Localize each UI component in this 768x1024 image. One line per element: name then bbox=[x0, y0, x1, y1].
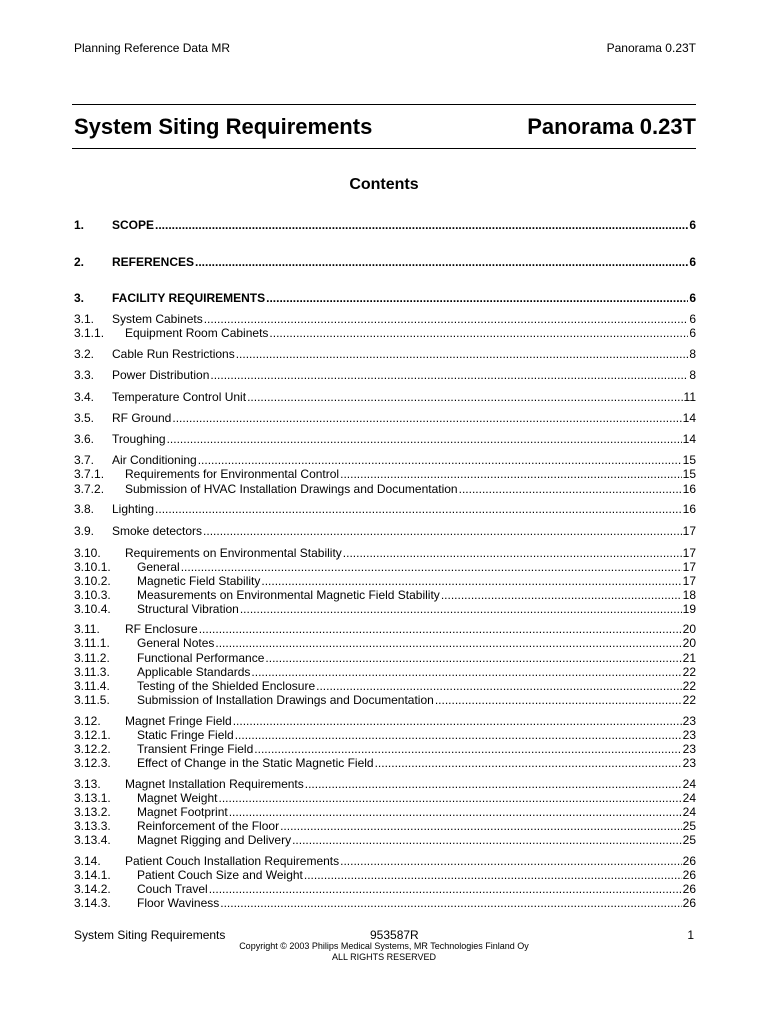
toc-entry-number: 3.13.2. bbox=[74, 805, 111, 819]
toc-entry-number: 3.12. bbox=[74, 714, 101, 728]
toc-entry[interactable] bbox=[74, 679, 696, 693]
toc-entry-title: FACILITY REQUIREMENTS bbox=[112, 291, 266, 305]
toc-entry-number: 3.10. bbox=[74, 546, 101, 560]
toc-entry-title: Submission of Installation Drawings and Documentation bbox=[137, 693, 434, 707]
page-footer bbox=[74, 928, 696, 942]
toc-entry-leader bbox=[459, 482, 682, 496]
toc-entry-page: 21 bbox=[682, 651, 696, 665]
toc-entry-number: 3.1.1. bbox=[74, 326, 105, 340]
toc-entry-leader bbox=[233, 714, 682, 728]
toc-entry-page: 14 bbox=[682, 411, 696, 425]
toc-entry-leader bbox=[155, 502, 682, 516]
toc-entry[interactable] bbox=[74, 833, 696, 847]
toc-entry-leader bbox=[441, 588, 682, 602]
toc-entry[interactable] bbox=[74, 218, 696, 232]
toc-entry[interactable] bbox=[74, 312, 696, 326]
toc-entry-page: 22 bbox=[682, 693, 696, 707]
toc-entry-number: 3.5. bbox=[74, 411, 95, 425]
toc-entry[interactable] bbox=[74, 636, 696, 650]
toc-entry-title: Submission of HVAC Installation Drawings and Documentation bbox=[125, 482, 458, 496]
toc-entry-page: 16 bbox=[682, 482, 696, 496]
toc-entry-number: 3.11.1. bbox=[74, 636, 110, 650]
toc-entry-leader bbox=[209, 882, 682, 896]
toc-entry-page: 22 bbox=[682, 679, 696, 693]
toc-entry[interactable] bbox=[74, 622, 696, 636]
toc-entry-page: 23 bbox=[682, 714, 696, 728]
toc-entry-leader bbox=[203, 524, 682, 538]
toc-entry-number: 3.4. bbox=[74, 390, 95, 404]
toc-entry-leader bbox=[261, 574, 681, 588]
toc-entry-leader bbox=[198, 453, 682, 467]
toc-entry-page: 17 bbox=[682, 546, 696, 560]
toc-entry-page: 19 bbox=[682, 602, 696, 616]
toc-entry-page: 25 bbox=[682, 833, 696, 847]
footer-document-number: 953587R bbox=[370, 928, 419, 942]
toc-entry-title: General Notes bbox=[137, 636, 215, 650]
toc-entry-number: 3.13.3. bbox=[74, 819, 111, 833]
toc-entry[interactable] bbox=[74, 453, 696, 467]
document-title bbox=[74, 113, 696, 141]
toc-entry-leader bbox=[247, 390, 682, 404]
title-left: System Siting Requirements bbox=[74, 114, 373, 139]
toc-entry[interactable] bbox=[74, 368, 696, 382]
toc-entry-leader bbox=[304, 868, 682, 882]
toc-entry-leader bbox=[172, 411, 681, 425]
toc-entry-leader bbox=[435, 693, 682, 707]
toc-entry-number: 3.10.3. bbox=[74, 588, 111, 602]
toc-entry-page: 6 bbox=[689, 291, 696, 305]
toc-entry[interactable] bbox=[74, 546, 696, 560]
toc-entry-title: Lighting bbox=[112, 502, 155, 516]
toc-entry-leader bbox=[305, 777, 682, 791]
header-right: Panorama 0.23T bbox=[606, 41, 696, 55]
toc-entry-number: 3. bbox=[74, 291, 85, 305]
toc-entry-leader bbox=[229, 805, 682, 819]
toc-entry[interactable] bbox=[74, 482, 696, 496]
toc-entry-title: General bbox=[137, 560, 180, 574]
toc-entry-number: 3.7.1. bbox=[74, 467, 105, 481]
toc-entry-number: 3.3. bbox=[74, 368, 95, 382]
toc-entry[interactable] bbox=[74, 560, 696, 574]
rights-text: ALL RIGHTS RESERVED bbox=[331, 952, 437, 962]
toc-entry-page: 20 bbox=[682, 636, 696, 650]
toc-entry-leader bbox=[215, 636, 681, 650]
toc-entry-number: 3.7.2. bbox=[74, 482, 105, 496]
toc-entry-page: 26 bbox=[682, 882, 696, 896]
toc-entry-number: 1. bbox=[74, 218, 85, 232]
toc-entry-number: 3.11.5. bbox=[74, 693, 110, 707]
footer-page-number: 1 bbox=[687, 928, 694, 942]
toc-entry-number: 3.14.2. bbox=[74, 882, 111, 896]
toc-entry[interactable] bbox=[74, 524, 696, 538]
toc-entry-title: Structural Vibration bbox=[137, 602, 239, 616]
toc-entry-number: 3.12.2. bbox=[74, 742, 111, 756]
toc-entry-number: 3.10.2. bbox=[74, 574, 111, 588]
toc-entry-number: 3.2. bbox=[74, 347, 95, 361]
toc-entry-title: Power Distribution bbox=[112, 368, 210, 382]
toc-entry-title: Magnet Footprint bbox=[137, 805, 228, 819]
toc-entry-leader bbox=[254, 742, 681, 756]
toc-entry[interactable] bbox=[74, 602, 696, 616]
toc-entry-title: Testing of the Shielded Enclosure bbox=[137, 679, 316, 693]
toc-entry-number: 3.11.2. bbox=[74, 651, 110, 665]
toc-entry-number: 3.7. bbox=[74, 453, 95, 467]
toc-entry-number: 3.11.3. bbox=[74, 665, 110, 679]
toc-entry-title: Functional Performance bbox=[137, 651, 265, 665]
toc-entry-leader bbox=[251, 665, 681, 679]
toc-entry-title: Patient Couch Size and Weight bbox=[137, 868, 303, 882]
toc-entry[interactable] bbox=[74, 467, 696, 481]
copyright-text: Copyright © 2003 Philips Medical Systems, MR Technologies Finland Oy bbox=[239, 941, 529, 951]
toc-entry[interactable] bbox=[74, 651, 696, 665]
toc-entry-page: 17 bbox=[682, 524, 696, 538]
toc-entry-leader bbox=[195, 255, 688, 269]
toc-entry-title: Static Fringe Field bbox=[137, 728, 234, 742]
toc-entry[interactable] bbox=[74, 291, 696, 305]
toc-entry-page: 25 bbox=[682, 819, 696, 833]
toc-entry-page: 23 bbox=[682, 756, 696, 770]
toc-entry[interactable] bbox=[74, 714, 696, 728]
toc-entry-leader bbox=[343, 546, 682, 560]
toc-entry-page: 8 bbox=[689, 368, 696, 382]
toc-entry-page: 26 bbox=[682, 868, 696, 882]
footer-left: System Siting Requirements bbox=[74, 928, 226, 942]
toc-entry-title: Requirements on Environmental Stability bbox=[125, 546, 342, 560]
toc-entry-leader bbox=[266, 291, 688, 305]
toc-entry-leader bbox=[204, 312, 689, 326]
toc-entry-title: Magnet Rigging and Delivery bbox=[137, 833, 292, 847]
toc-entry-number: 3.13.1. bbox=[74, 791, 111, 805]
toc-entry-title: Patient Couch Installation Requirements bbox=[125, 854, 340, 868]
toc-entry-page: 24 bbox=[682, 777, 696, 791]
toc-entry-page: 20 bbox=[682, 622, 696, 636]
title-bottom-rule bbox=[72, 148, 696, 149]
toc-entry[interactable] bbox=[74, 588, 696, 602]
toc-entry-title: Magnet Installation Requirements bbox=[125, 777, 304, 791]
toc-entry-title: Reinforcement of the Floor bbox=[137, 819, 280, 833]
toc-entry-title: RF Ground bbox=[112, 411, 172, 425]
toc-entry-leader bbox=[292, 833, 682, 847]
toc-entry-leader bbox=[236, 347, 689, 361]
title-right: Panorama 0.23T bbox=[527, 114, 696, 139]
toc-entry-title: Smoke detectors bbox=[112, 524, 203, 538]
toc-entry-title: Magnetic Field Stability bbox=[137, 574, 261, 588]
toc-entry-page: 23 bbox=[682, 728, 696, 742]
toc-entry-number: 3.9. bbox=[74, 524, 95, 538]
toc-entry[interactable] bbox=[74, 390, 696, 404]
toc-entry-title: Effect of Change in the Static Magnetic Field bbox=[137, 756, 374, 770]
contents-heading: Contents bbox=[349, 176, 419, 193]
toc-entry-page: 15 bbox=[682, 467, 696, 481]
toc-entry[interactable] bbox=[74, 791, 696, 805]
toc-entry-title: Troughing bbox=[112, 432, 166, 446]
toc-entry-page: 6 bbox=[689, 312, 696, 326]
toc-entry-number: 3.11.4. bbox=[74, 679, 110, 693]
toc-entry[interactable] bbox=[74, 882, 696, 896]
toc-entry-title: Couch Travel bbox=[137, 882, 208, 896]
toc-entry-number: 3.13.4. bbox=[74, 833, 111, 847]
toc-entry-page: 15 bbox=[682, 453, 696, 467]
toc-entry-title: Cable Run Restrictions bbox=[112, 347, 235, 361]
toc-entry-leader bbox=[235, 728, 682, 742]
toc-entry-page: 17 bbox=[682, 574, 696, 588]
toc-entry-page: 6 bbox=[689, 326, 696, 340]
toc-entry[interactable] bbox=[74, 693, 696, 707]
toc-entry-leader bbox=[220, 896, 681, 910]
toc-entry-leader bbox=[340, 467, 682, 481]
toc-entry[interactable] bbox=[74, 411, 696, 425]
toc-entry-title: REFERENCES bbox=[112, 255, 195, 269]
toc-entry-number: 3.10.1. bbox=[74, 560, 111, 574]
toc-entry-leader bbox=[210, 368, 688, 382]
toc-entry[interactable] bbox=[74, 574, 696, 588]
toc-entry-leader bbox=[269, 326, 688, 340]
toc-entry-title: Magnet Weight bbox=[137, 791, 218, 805]
toc-entry-page: 14 bbox=[682, 432, 696, 446]
toc-entry[interactable] bbox=[74, 854, 696, 868]
toc-entry-leader bbox=[375, 756, 682, 770]
toc-entry[interactable] bbox=[74, 805, 696, 819]
page-header bbox=[74, 41, 696, 55]
toc-entry-page: 26 bbox=[682, 896, 696, 910]
toc-entry-leader bbox=[199, 622, 682, 636]
toc-entry[interactable] bbox=[74, 742, 696, 756]
toc-entry-title: Measurements on Environmental Magnetic Field Stability bbox=[137, 588, 440, 602]
toc-entry[interactable] bbox=[74, 868, 696, 882]
header-left: Planning Reference Data MR bbox=[74, 41, 231, 55]
toc-entry-number: 3.14. bbox=[74, 854, 101, 868]
toc-entry[interactable] bbox=[74, 665, 696, 679]
toc-entry-number: 3.8. bbox=[74, 502, 95, 516]
toc-entry-number: 2. bbox=[74, 255, 85, 269]
toc-entry-leader bbox=[181, 560, 682, 574]
toc-entry-title: Equipment Room Cabinets bbox=[125, 326, 269, 340]
toc-entry-title: Temperature Control Unit bbox=[112, 390, 247, 404]
toc-entry-number: 3.14.3. bbox=[74, 896, 111, 910]
toc-entry-title: Floor Waviness bbox=[137, 896, 220, 910]
toc-entry-title: Applicable Standards bbox=[137, 665, 251, 679]
toc-entry-leader bbox=[155, 218, 688, 232]
toc-entry-page: 24 bbox=[682, 791, 696, 805]
toc-entry[interactable] bbox=[74, 347, 696, 361]
toc-entry-number: 3.12.3. bbox=[74, 756, 111, 770]
toc-entry-page: 16 bbox=[682, 502, 696, 516]
toc-entry-leader bbox=[265, 651, 681, 665]
toc-entry-leader bbox=[340, 854, 682, 868]
toc-entry[interactable] bbox=[74, 756, 696, 770]
toc-entry-page: 18 bbox=[682, 588, 696, 602]
title-top-rule bbox=[72, 104, 696, 105]
toc-entry-page: 22 bbox=[682, 665, 696, 679]
toc-entry-page: 17 bbox=[682, 560, 696, 574]
toc-entry[interactable] bbox=[74, 432, 696, 446]
toc-entry[interactable] bbox=[74, 326, 696, 340]
toc-entry-title: Transient Fringe Field bbox=[137, 742, 254, 756]
toc-entry-page: 26 bbox=[682, 854, 696, 868]
toc-entry-title: SCOPE bbox=[112, 218, 155, 232]
toc-entry-number: 3.14.1. bbox=[74, 868, 111, 882]
toc-entry-leader bbox=[167, 432, 682, 446]
toc-entry[interactable] bbox=[74, 255, 696, 269]
toc-entry[interactable] bbox=[74, 819, 696, 833]
toc-entry-page: 6 bbox=[689, 255, 696, 269]
toc-entry-leader bbox=[240, 602, 682, 616]
toc-entry-title: System Cabinets bbox=[112, 312, 203, 326]
toc-entry-page: 23 bbox=[682, 742, 696, 756]
copyright-notice bbox=[0, 941, 768, 963]
toc-entry[interactable] bbox=[74, 728, 696, 742]
toc-entry-number: 3.1. bbox=[74, 312, 95, 326]
toc-entry[interactable] bbox=[74, 502, 696, 516]
toc-entry-number: 3.12.1. bbox=[74, 728, 111, 742]
toc-entry-leader bbox=[316, 679, 682, 693]
toc-entry-title: Requirements for Environmental Control bbox=[125, 467, 340, 481]
toc-entry-page: 6 bbox=[689, 218, 696, 232]
toc-entry-page: 8 bbox=[689, 347, 696, 361]
toc-entry-title: RF Enclosure bbox=[125, 622, 198, 636]
toc-entry-leader bbox=[219, 791, 682, 805]
toc-entry-number: 3.6. bbox=[74, 432, 95, 446]
toc-entry-title: Air Conditioning bbox=[112, 453, 197, 467]
toc-entry[interactable] bbox=[74, 896, 696, 910]
toc-entry-number: 3.11. bbox=[74, 622, 100, 636]
toc-entry-leader bbox=[280, 819, 682, 833]
toc-entry-number: 3.13. bbox=[74, 777, 101, 791]
toc-entry[interactable] bbox=[74, 777, 696, 791]
toc-entry-page: 11 bbox=[683, 390, 696, 404]
toc-entry-title: Magnet Fringe Field bbox=[125, 714, 232, 728]
toc-entry-page: 24 bbox=[682, 805, 696, 819]
toc-entry-number: 3.10.4. bbox=[74, 602, 111, 616]
